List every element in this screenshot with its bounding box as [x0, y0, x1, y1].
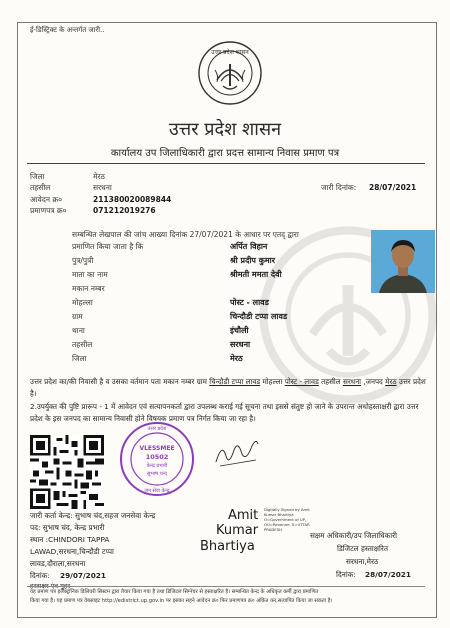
para-text: उत्तर प्रदेश है।	[30, 377, 426, 398]
field-label: पुत्र/पुत्री	[72, 256, 94, 265]
para-text: ग्राम	[196, 377, 207, 386]
district-field-value: मेरठ	[230, 354, 243, 363]
field-label: जिला	[72, 354, 87, 363]
issue-date-label: जारी दिनांक:	[321, 183, 357, 192]
officer-place: सरधना,मेरठ	[346, 557, 379, 566]
para-text: उत्तर प्रदेश का/की निवासी है व उसका वर्तमान पता मकान नम्बर	[30, 377, 195, 386]
applicant-name: अर्पित विहान	[230, 242, 268, 251]
stamp-bottom-text: जन सेवा केन्द्र	[144, 488, 170, 494]
stamp-code: VLESSMEE	[139, 445, 175, 452]
field-label: ग्राम	[72, 312, 83, 321]
certify-line: प्रमाणित किया जाता है कि	[72, 242, 144, 251]
verification-line: सम्बन्धित लेखपाल की जांच आख्या दिनांक 27/07/2021 के आधार पर एतद् द्वारा	[72, 230, 299, 239]
para-text: ,जनपद	[363, 377, 383, 386]
certificate-subtitle: कार्यालय उप जिलाधिकारी द्वारा प्रदत्त सामान्य निवास प्रमाण पत्र	[110, 148, 340, 159]
tehsil-label: तहसील	[30, 183, 51, 192]
officer-date-value: 28/07/2021	[365, 570, 411, 579]
issuer-place-1: स्थान :CHINDORI TAPPA	[30, 535, 110, 544]
father-name: श्री प्रदीप कुमार	[230, 256, 275, 265]
issuer-place-3: लावड,दौराला,सरधना	[30, 559, 86, 568]
issuer-sign-label: हस्ताक्षर एंव मुहर	[30, 582, 71, 590]
field-label: मोहल्ला	[72, 298, 93, 307]
para-district: मेरठ	[385, 377, 397, 386]
para-tehsil: सरधना	[342, 377, 362, 386]
para-text: मोहल्ला	[262, 377, 283, 386]
para-text: तहसील	[321, 377, 341, 386]
district-value: मेरठ	[93, 172, 105, 181]
handwritten-signature	[212, 432, 262, 472]
field-label: मकान नम्बर	[72, 284, 105, 293]
top-note: ई-डिस्ट्रिक्ट के अन्तर्गत जारी..	[30, 26, 105, 34]
issuer-post: पद: सुभाष चंद, केन्द्र प्रभारी	[30, 523, 105, 532]
footer-notice	[30, 588, 430, 606]
confirmation-paragraph: 2.उपर्युक्त की पुष्टि प्रारूप - 1 में आवेदन एवं सत्यापनकर्ता द्वारा उपलब्ध कराई गई सूचना तथा इससे संतुष्ट हो जाने के उपरान्त अधोहस्ताक्षरी द्वारा उत्तर प्रदेश के इस जनपद का सामान्य निवासी होने विषयक प्रमाण पत्र निर्गत किया जा रहा है।	[30, 402, 419, 423]
stamp-line1: केन्द्र प्रभारी	[146, 463, 168, 469]
title-divider	[27, 163, 425, 164]
seal-text: उत्तर प्रदेश शासन	[211, 49, 249, 56]
certificate-title: उत्तर प्रदेश शासन	[168, 119, 282, 140]
issuer-date-value: 29/07/2021	[60, 571, 106, 580]
footer-divider	[27, 586, 425, 587]
digital-sign-detail-2: Kumar Bhartiya	[264, 512, 294, 517]
police-station-value: इंचौली	[230, 326, 249, 335]
digital-signer-name-1: Amit	[228, 508, 259, 523]
purple-stamp	[118, 420, 196, 498]
stamp-line2: सुभाष चन्द	[146, 471, 168, 477]
mother-name: श्रीमती ममता देवी	[230, 270, 282, 279]
tehsil-field-value: सरधना	[230, 340, 251, 349]
officer-date-label: दिनांक:	[336, 570, 356, 579]
digital-signer-name-3: Bhartiya	[200, 539, 255, 554]
certificate-number-value: 071212019276	[93, 206, 156, 215]
digital-sign-detail-1: Digitally Signed by Amit	[264, 507, 310, 512]
tehsil-value: सरधना	[93, 183, 112, 192]
field-label: तहसील	[72, 340, 93, 349]
footer-line-2: किया गया है। यह प्रमाण पत्र वेबसाइट http://edistrict.up.gov.in पर इसका सहने आवेदन क्र० फिर प्रमाणपत्र क्र० अंकित कर,सत्यापित किया जा सकता है।	[30, 598, 333, 604]
field-label: थाना	[72, 326, 85, 335]
stamp-number: 10502	[145, 453, 169, 461]
field-label: माता का नाम	[72, 270, 108, 279]
certificate-number-label: प्रमाणपत्र क्र०	[30, 206, 67, 215]
village-value: चिन्दौडी टप्पा लावड	[230, 312, 288, 321]
officer-title: सक्षम अधिकारी/उप जिलाधिकारी	[310, 531, 397, 540]
application-number-label: आवेदन क्र०	[30, 195, 63, 204]
digital-signer-name-2: Kumar	[216, 523, 259, 538]
applicant-photo	[371, 230, 435, 293]
footer-line-1: यह प्रमाण पत्र इलेक्ट्रॉनिक डिलिवरी सिस्टम द्वारा तैयार किया गया है तथा डिजिटल सिग्नेचर से हस्ताक्षरित है। सम्बन्धित केन्द्र के अधिकृत कर्मी द्वारा प्रमाणित	[30, 589, 319, 595]
digital-sign-detail-4: OU=Revenue, S=UTTAR	[264, 522, 310, 527]
digital-sign-detail-5: PRADESH	[264, 527, 282, 532]
locality-value: पोस्ट - लावड	[230, 298, 269, 307]
para-village: चिन्दौडी टप्पा लावड	[209, 377, 261, 386]
issuer-date-label: दिनांक:	[30, 571, 50, 580]
officer-sign-status: डिजिटल हस्ताक्षरित	[337, 544, 389, 553]
issue-date-value: 28/07/2021	[369, 183, 417, 192]
district-label: जिला	[30, 172, 45, 181]
stamp-top-text: उत्तर प्रदेश	[147, 426, 167, 432]
residence-paragraph	[30, 376, 430, 400]
para-post: पोस्ट - लावड	[284, 377, 319, 386]
digital-sign-detail-3: O=Government of UP,	[264, 517, 307, 522]
qr-code	[30, 435, 104, 509]
issuer-center: जारी कर्ता केन्द्र: सुभाष चंद,सहज जनसेवा केन्द्र	[30, 511, 156, 520]
up-government-emblem	[197, 40, 263, 106]
issuer-place-2: LAWAD,सरधना,चिन्दौडी टप्पा	[30, 547, 114, 556]
application-number-value: 211380020089844	[93, 195, 172, 204]
